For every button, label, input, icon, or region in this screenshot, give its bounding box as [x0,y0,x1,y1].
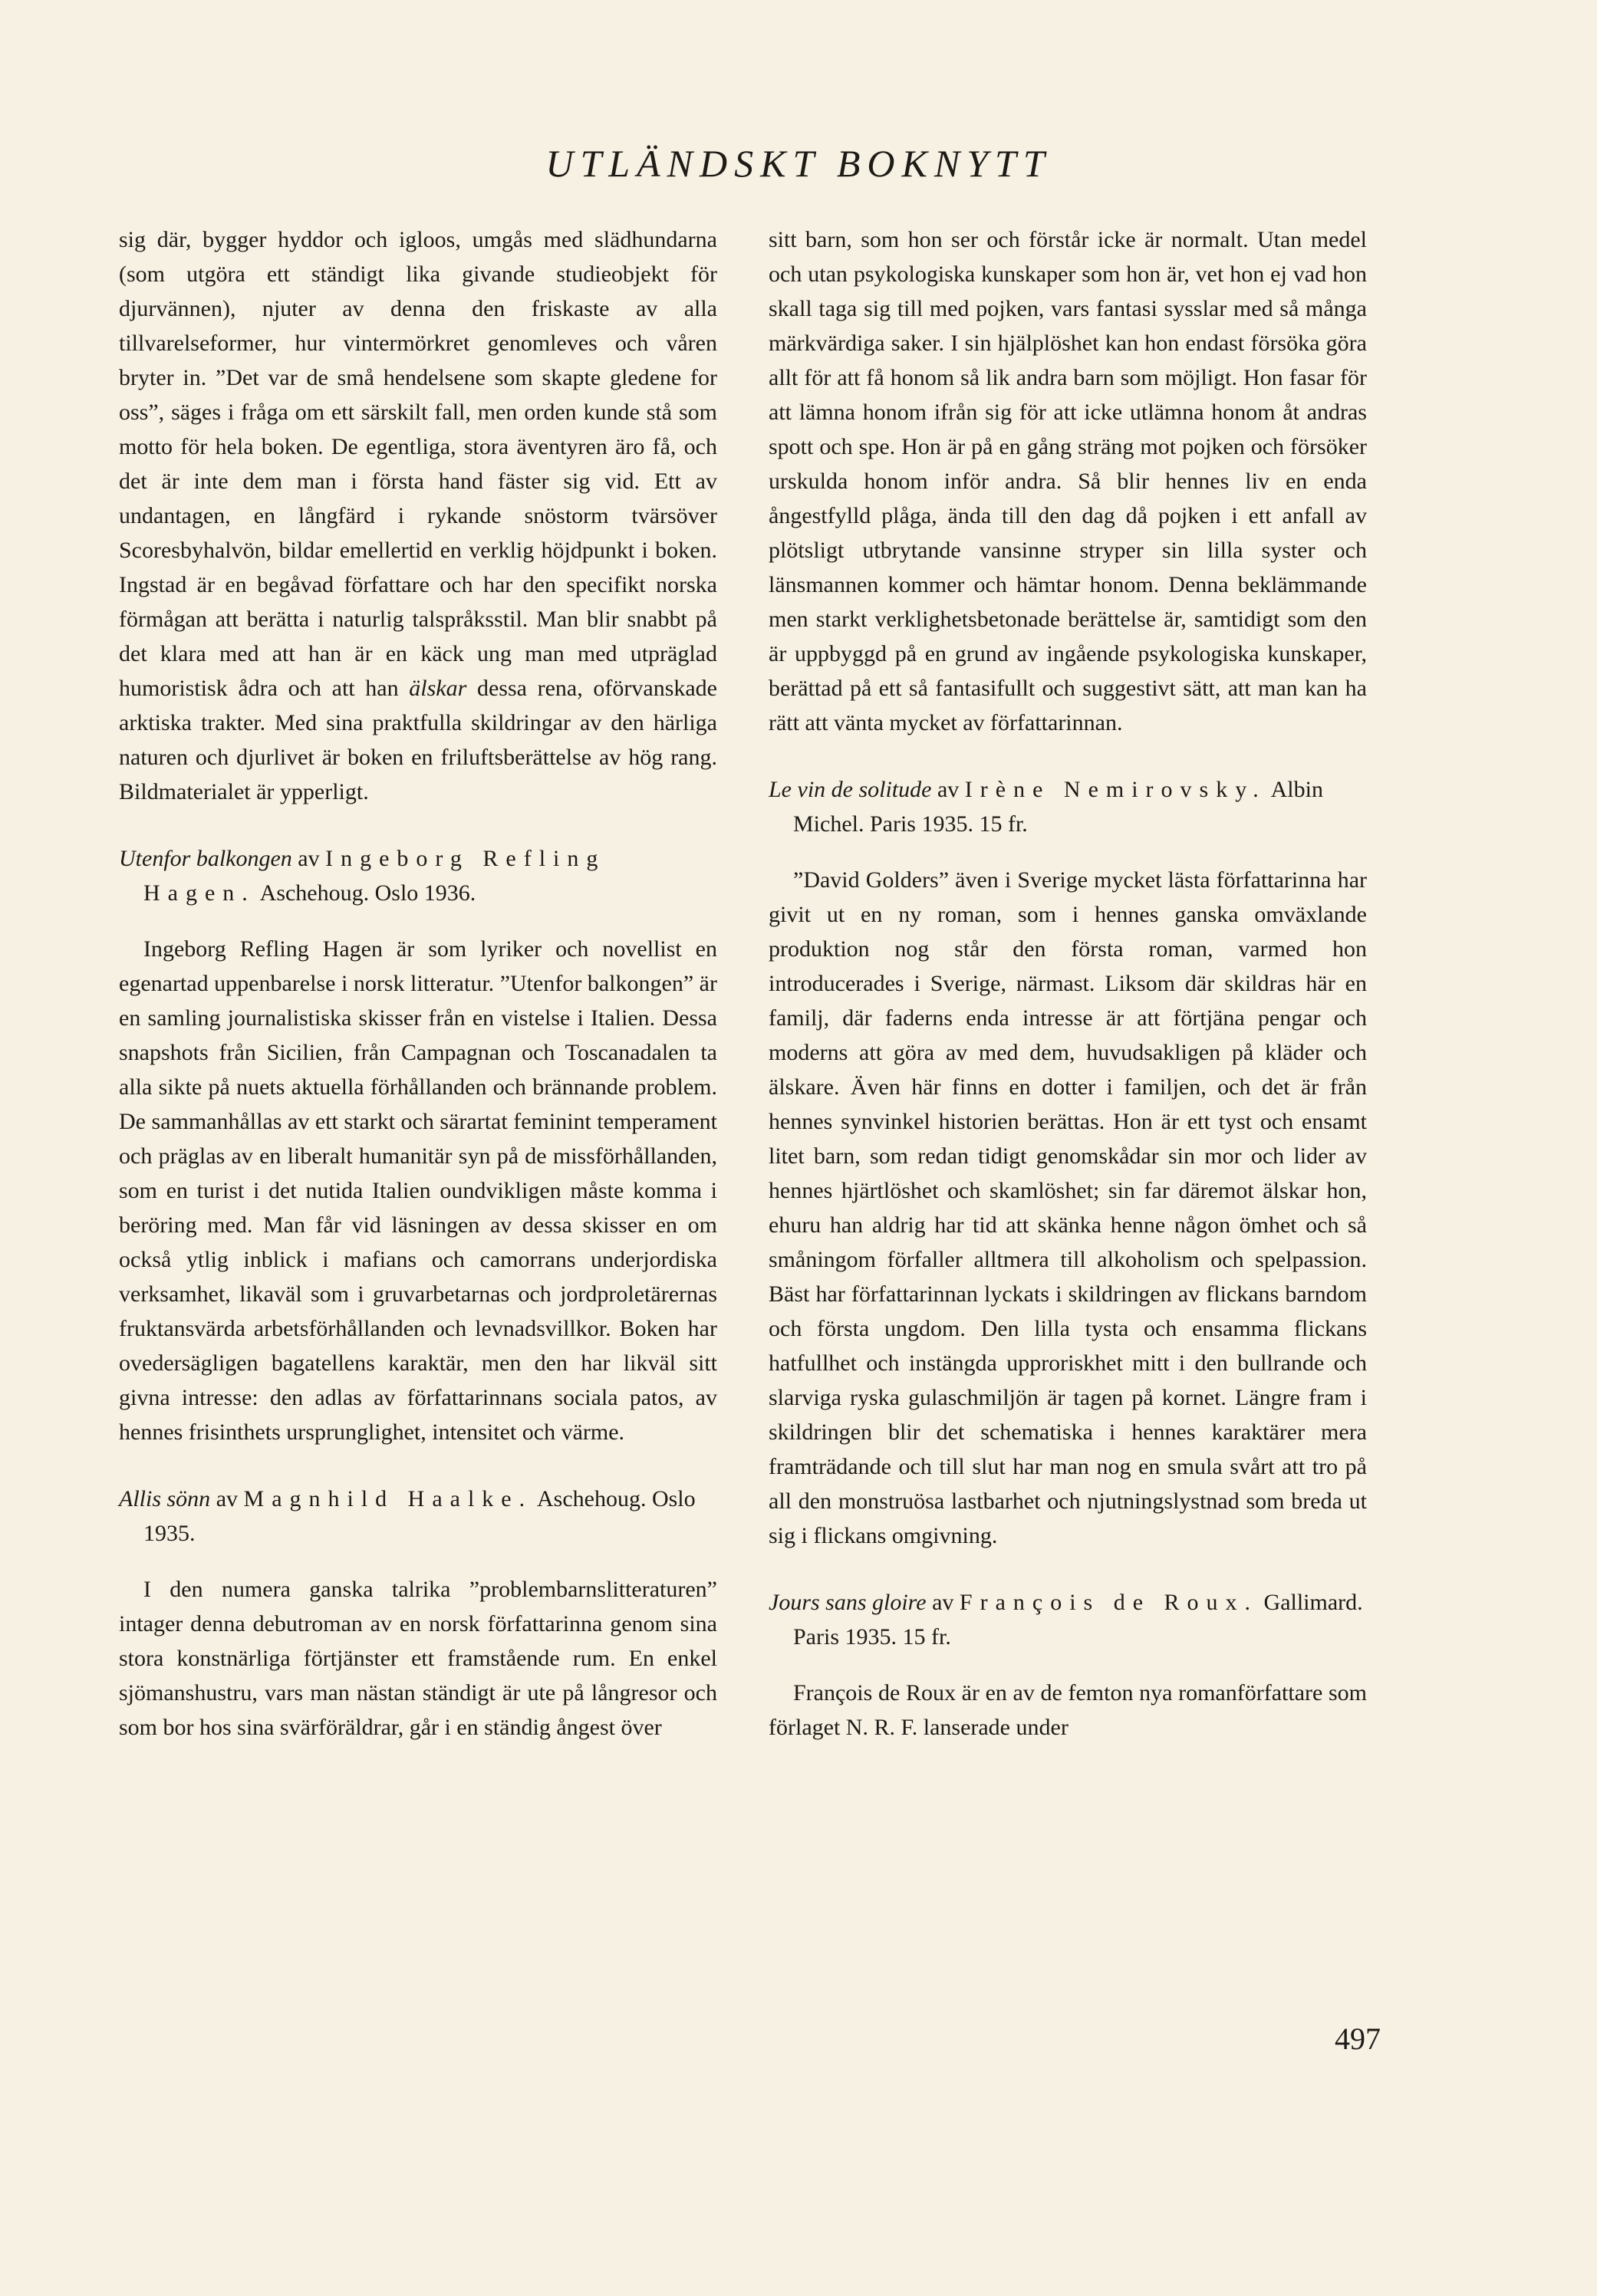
review-body-le-vin: ”David Golders” även i Sverige mycket lästa författarinna har givit ut en ny roman, som i hennes ganska omväxlande produktion nog står den första roman, varmed hon introducerades i Sverige, närmast. Liksom där skildras här en familj, där faderns enda intresse är att förtjäna pengar och moderns att göra av med dem, huvudsakligen på kläder och älskare. Även här finns en dotter i familjen, och det är från hennes synvinkel historien berättas. Hon är ett tyst och ensamt litet barn, som redan tidigt genomskådar sin mor och lider av hennes hjärtlöshet och skamlöshet; sin far däremot älskar hon, ehuru han aldrig har tid att skänka henne någon ömhet och så småningom förfaller alltmera till alkoholism och spelpassion. Bäst har författarinnan lyckats i skildringen av flickans barndom och första ungdom. Den lilla tysta och ensamma flickans hatfullhet och instängda upproriskhet mitt i den bullrande och slarviga ryska gulaschmiljön är tagen på kornet. Längre fram i skildringen blir det schematiska i hennes karaktärer mera framträdande och till slut har man nog en smula svårt att tro på all den monstruösa lastbarhet och njutningslystnad som breda ut sig i flickans omgivning. [769,867,1367,1548]
review-body-jours: François de Roux är en av de femton nya romanförfattare som förlaget N. R. F. lanserade under [769,1680,1367,1740]
intro-text: sig där, bygger hyddor och igloos, umgås med slädhundarna (som utgöra ett ständigt lika givande studieobjekt för djurvännen), njuter av denna den friskaste av alla tillvarelseformer, hur vintermörkret genomleves och våren bryter in. ”Det var de små hendelsene som skapte gledene for oss”, säges i fråga om ett särskilt fall, men orden kunde stå som motto för hela boken. De egentliga, stora äventyren äro få, och det är inte dem man i första hand fäster sig vid. Ett av undantagen, en långfärd i rykande snöstorm tvärsöver Scoresbyhalvön, bildar emellertid en verklig höjdpunkt i boken. Ingstad är en begåvad författare och har den specifikt norska förmågan att berätta i naturlig talspråksstil. Man blir snabbt på det klara med att han är en käck ung man med utpräglad humoristisk ådra och att han [119,227,717,701]
review-by: av [216,1486,239,1511]
review-author: Ingeborg Refling Hagen. [143,846,606,906]
page-number: 497 [1335,2021,1381,2056]
intro-text-end: dessa rena, oförvanskade arktiska trakter. Med sina praktfulla skildringar av den härliga naturen och djurlivet är boken en friluftsberättelse av hög rang. Bildmaterialet är ypperligt. [119,676,717,804]
review-heading-utenfor [119,841,717,910]
review-author: Magnhild Haalke. [243,1486,533,1511]
review-heading-le-vin [769,772,1367,841]
review-by: av [298,846,320,871]
running-head: UTLÄNDSKT BOKNYTT [545,142,1052,185]
review-heading-jours [769,1585,1367,1654]
review-title: Le vin de solitude [769,777,932,802]
review-by: av [932,1590,954,1615]
review-title: Allis sönn [119,1486,211,1511]
review-title: Jours sans gloire [769,1590,927,1615]
review-publisher: Aschehoug. Oslo 1935. [143,1486,696,1546]
review-body-allis: I den numera ganska talrika ”problembarnslitteraturen” intager denna debutroman av en norsk författarinna genom sina stora konstnärliga förtjänster ett framstående rum. En enkel sjömanshustru, vars man nästan ständigt är ute på långresor och som bor hos sina svärföräldrar, går i en ständig ångest över [119,1577,717,1740]
review-title: Utenfor balkongen [119,846,292,871]
review-publisher: Albin Michel. Paris 1935. 15 fr. [793,777,1323,837]
review-publisher: Gallimard. Paris 1935. 15 fr. [793,1590,1363,1650]
intro-paragraph [119,222,717,809]
intro-italic-word: älskar [409,676,467,701]
review-author: François de Roux. [959,1590,1259,1615]
review-publisher: Aschehoug. Oslo 1936. [259,880,476,906]
review-author: Irène Nemirovsky. [964,777,1266,802]
continuation-paragraph: sitt barn, som hon ser och förstår icke är normalt. Utan medel och utan psykologiska kunskaper som hon är, vet hon ej vad hon skall taga sig till med pojken, vars fantasi sysslar med så många märkvärdiga saker. I sin hjälplöshet kan hon endast försöka göra allt för att få honom så lik andra barn som möjligt. Hon fasar för att lämna honom ifrån sig för att icke utlämna honom åt andras spott och spe. Hon är på en gång sträng mot pojken och försöker urskulda honom inför andra. Så blir hennes liv en enda ångestfylld plåga, ända till den dag då pojken i ett anfall av plötsligt utbrytande vansinne stryper sin lilla syster och länsmannen kommer och hämtar honom. Denna beklämmande men starkt verklighetsbetonade berättelse är, samtidigt som den är uppbyggd på en grund av ingående psykologiska kunskaper, berättad på ett så fantasifullt och suggestivt sätt, att man kan ha rätt att vänta mycket av författarinnan. [769,227,1367,735]
review-by: av [937,777,960,802]
review-heading-allis [119,1482,717,1551]
left-column [119,222,717,1745]
review-body-utenfor: Ingeborg Refling Hagen är som lyriker och novellist en egenartad uppenbarelse i norsk litteratur. ”Utenfor balkongen” är en samling journalistiska skisser från en vistelse i Italien. Dessa snapshots från Sicilien, från Campagnan och Toscanadalen ta alla sikte på nuets aktuella förhållanden och brännande problem. De sammanhållas av ett starkt och särartat feminint temperament och präglas av en liberalt humanitär syn på de missförhållanden, som en turist i det nutida Italien oundvikligen måste komma i beröring med. Man får vid läsningen av dessa skisser en om också ytlig inblick i mafians och camorrans underjordiska verksamhet, likaväl som i gruvarbetarnas och jordproletärernas fruktansvärda arbetsförhållanden och levnadsvillkor. Boken har ovedersägligen bagatellens karaktär, men den har likväl sitt givna intresse: den adlas av författarinnans sociala patos, av hennes frisinthets ursprunglighet, intensitet och värme. [119,936,717,1445]
right-column [769,222,1367,1745]
